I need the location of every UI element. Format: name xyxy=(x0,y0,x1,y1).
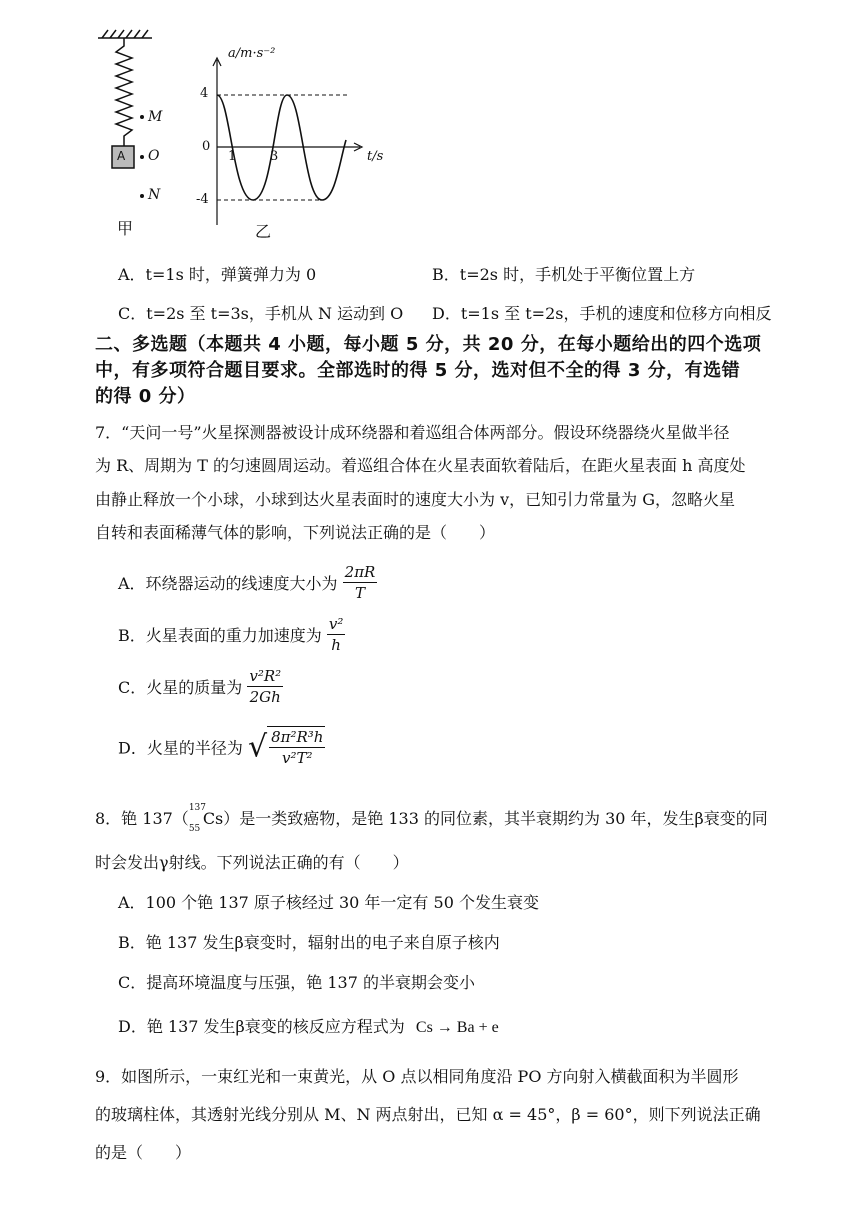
q8-nuclide-symbol: Cs xyxy=(202,809,224,828)
q9-line3: 的是（ ） xyxy=(95,1143,192,1162)
point-m-dot xyxy=(140,115,144,119)
q6-option-a: A．t=1s 时，弹簧弹力为 0 xyxy=(118,265,317,284)
q6-option-d: D．t=1s 至 t=2s，手机的速度和位移方向相反 xyxy=(432,304,772,323)
q8-nuclide xyxy=(188,803,224,834)
q7-line2: 为 R、周期为 T 的匀速圆周运动。着巡组合体在火星表面软着陆后，在距火星表面 h 高度处 xyxy=(95,456,746,475)
spring xyxy=(116,38,132,146)
q8-line2: 时会发出γ射线。下列说法正确的有（ ） xyxy=(95,853,409,872)
point-n-dot xyxy=(140,194,144,198)
q7-c-den: 2Gh xyxy=(249,688,281,706)
q7-option-c-text: C．火星的质量为 xyxy=(118,678,243,697)
q7-line3: 由静止释放一个小球，小球到达火星表面时的速度大小为 v，已知引力常量为 G，忽略火星 xyxy=(95,490,735,509)
point-o-dot xyxy=(140,155,144,159)
q7-option-a-fraction xyxy=(343,562,378,603)
graph-x-tick-1: 1 xyxy=(228,149,237,164)
q7-option-a-text: A．环绕器运动的线速度大小为 xyxy=(118,574,338,593)
q7-option-b xyxy=(118,614,345,655)
q7-d-num: 8π²R³h xyxy=(271,728,324,746)
q7-c-num: v²R² xyxy=(249,667,282,685)
section2-line2: 中，有多项符合题目要求。全部选时的得 5 分，选对但不全的得 3 分，有选错 xyxy=(95,360,741,381)
caption-jia: 甲 xyxy=(117,219,134,238)
q8-option-c: C．提高环境温度与压强，铯 137 的半衰期会变小 xyxy=(118,973,475,992)
q6-option-c: C．t=2s 至 t=3s，手机从 N 运动到 O xyxy=(118,304,404,323)
q7-option-b-fraction xyxy=(327,614,346,655)
q7-option-a xyxy=(118,562,377,603)
q7-a-num: 2πR xyxy=(344,563,376,581)
ceiling-hatch xyxy=(98,30,152,38)
q7-a-den: T xyxy=(355,584,366,602)
graph-y-tick-0: 0 xyxy=(202,139,211,154)
section2-line1: 二、多选题（本题共 4 小题，每小题 5 分，共 20 分，在每小题给出的四个选项 xyxy=(95,334,762,355)
q7-line4: 自转和表面稀薄气体的影响，下列说法正确的是（ ） xyxy=(95,523,496,542)
q8-option-d-text: D．铯 137 发生β衰变的核反应方程式为 xyxy=(118,1017,405,1036)
label-n: N xyxy=(148,187,161,203)
section2-line3: 的得 0 分） xyxy=(95,386,196,407)
q9-line1: 9．如图所示，一束红光和一束黄光，从 O 点以相同角度沿 PO 方向射入横截面积为半圆形 xyxy=(95,1067,739,1086)
graph-x-tick-3: 3 xyxy=(270,149,279,164)
q7-option-d-sqrt: √ $\frac{\text{8π²R³h}}{\text{v²T²}}$ xyxy=(247,728,324,767)
q7-option-d-text: D．火星的半径为 xyxy=(118,738,243,758)
q8-option-b: B．铯 137 发生β衰变时，辐射出的电子来自原子核内 xyxy=(118,933,500,952)
q7-line1: 7．“天问一号”火星探测器被设计成环绕器和着巡组合体两部分。假设环绕器绕火星做半径 xyxy=(95,423,730,442)
q9-line2: 的玻璃柱体，其透射光线分别从 M、N 两点射出，已知 α = 45°，β = 60°，则下列说法正确 xyxy=(95,1105,761,1124)
label-m: M xyxy=(148,109,163,125)
q7-option-d xyxy=(118,726,325,768)
graph-y-axis-label: a/m·s⁻² xyxy=(228,46,276,61)
q7-b-den: h xyxy=(331,636,341,654)
q6-option-b: B．t=2s 时，手机处于平衡位置上方 xyxy=(432,265,696,284)
q7-d-den: v²T² xyxy=(282,749,313,767)
block-label: A xyxy=(117,149,126,163)
q8-line1 xyxy=(95,803,768,834)
q8-line1-post: ）是一类致癌物，是铯 133 的同位素，其半衰期约为 30 年，发生β衰变的同 xyxy=(223,809,768,828)
q8-decay-equation: Cs → Ba + e xyxy=(415,1019,499,1036)
graph-y-tick-4: 4 xyxy=(200,86,209,101)
graph-y-tick-neg4: -4 xyxy=(196,192,209,207)
q8-line1-pre: 8．铯 137（ xyxy=(95,809,189,828)
q8-option-d xyxy=(118,1014,499,1037)
label-o: O xyxy=(148,148,160,164)
graph-x-axis-label: t/s xyxy=(367,149,384,164)
q8-option-a: A．100 个铯 137 原子核经过 30 年一定有 50 个发生衰变 xyxy=(118,893,539,912)
q7-option-c-fraction xyxy=(247,666,283,707)
q7-b-num: v² xyxy=(328,615,344,633)
q8-nuclide-charge: 55 xyxy=(188,824,201,834)
q7-option-b-text: B．火星表面的重力加速度为 xyxy=(118,626,322,645)
q7-option-c xyxy=(118,666,283,707)
q8-nuclide-mass: 137 xyxy=(188,803,206,813)
caption-yi: 乙 xyxy=(255,222,272,241)
